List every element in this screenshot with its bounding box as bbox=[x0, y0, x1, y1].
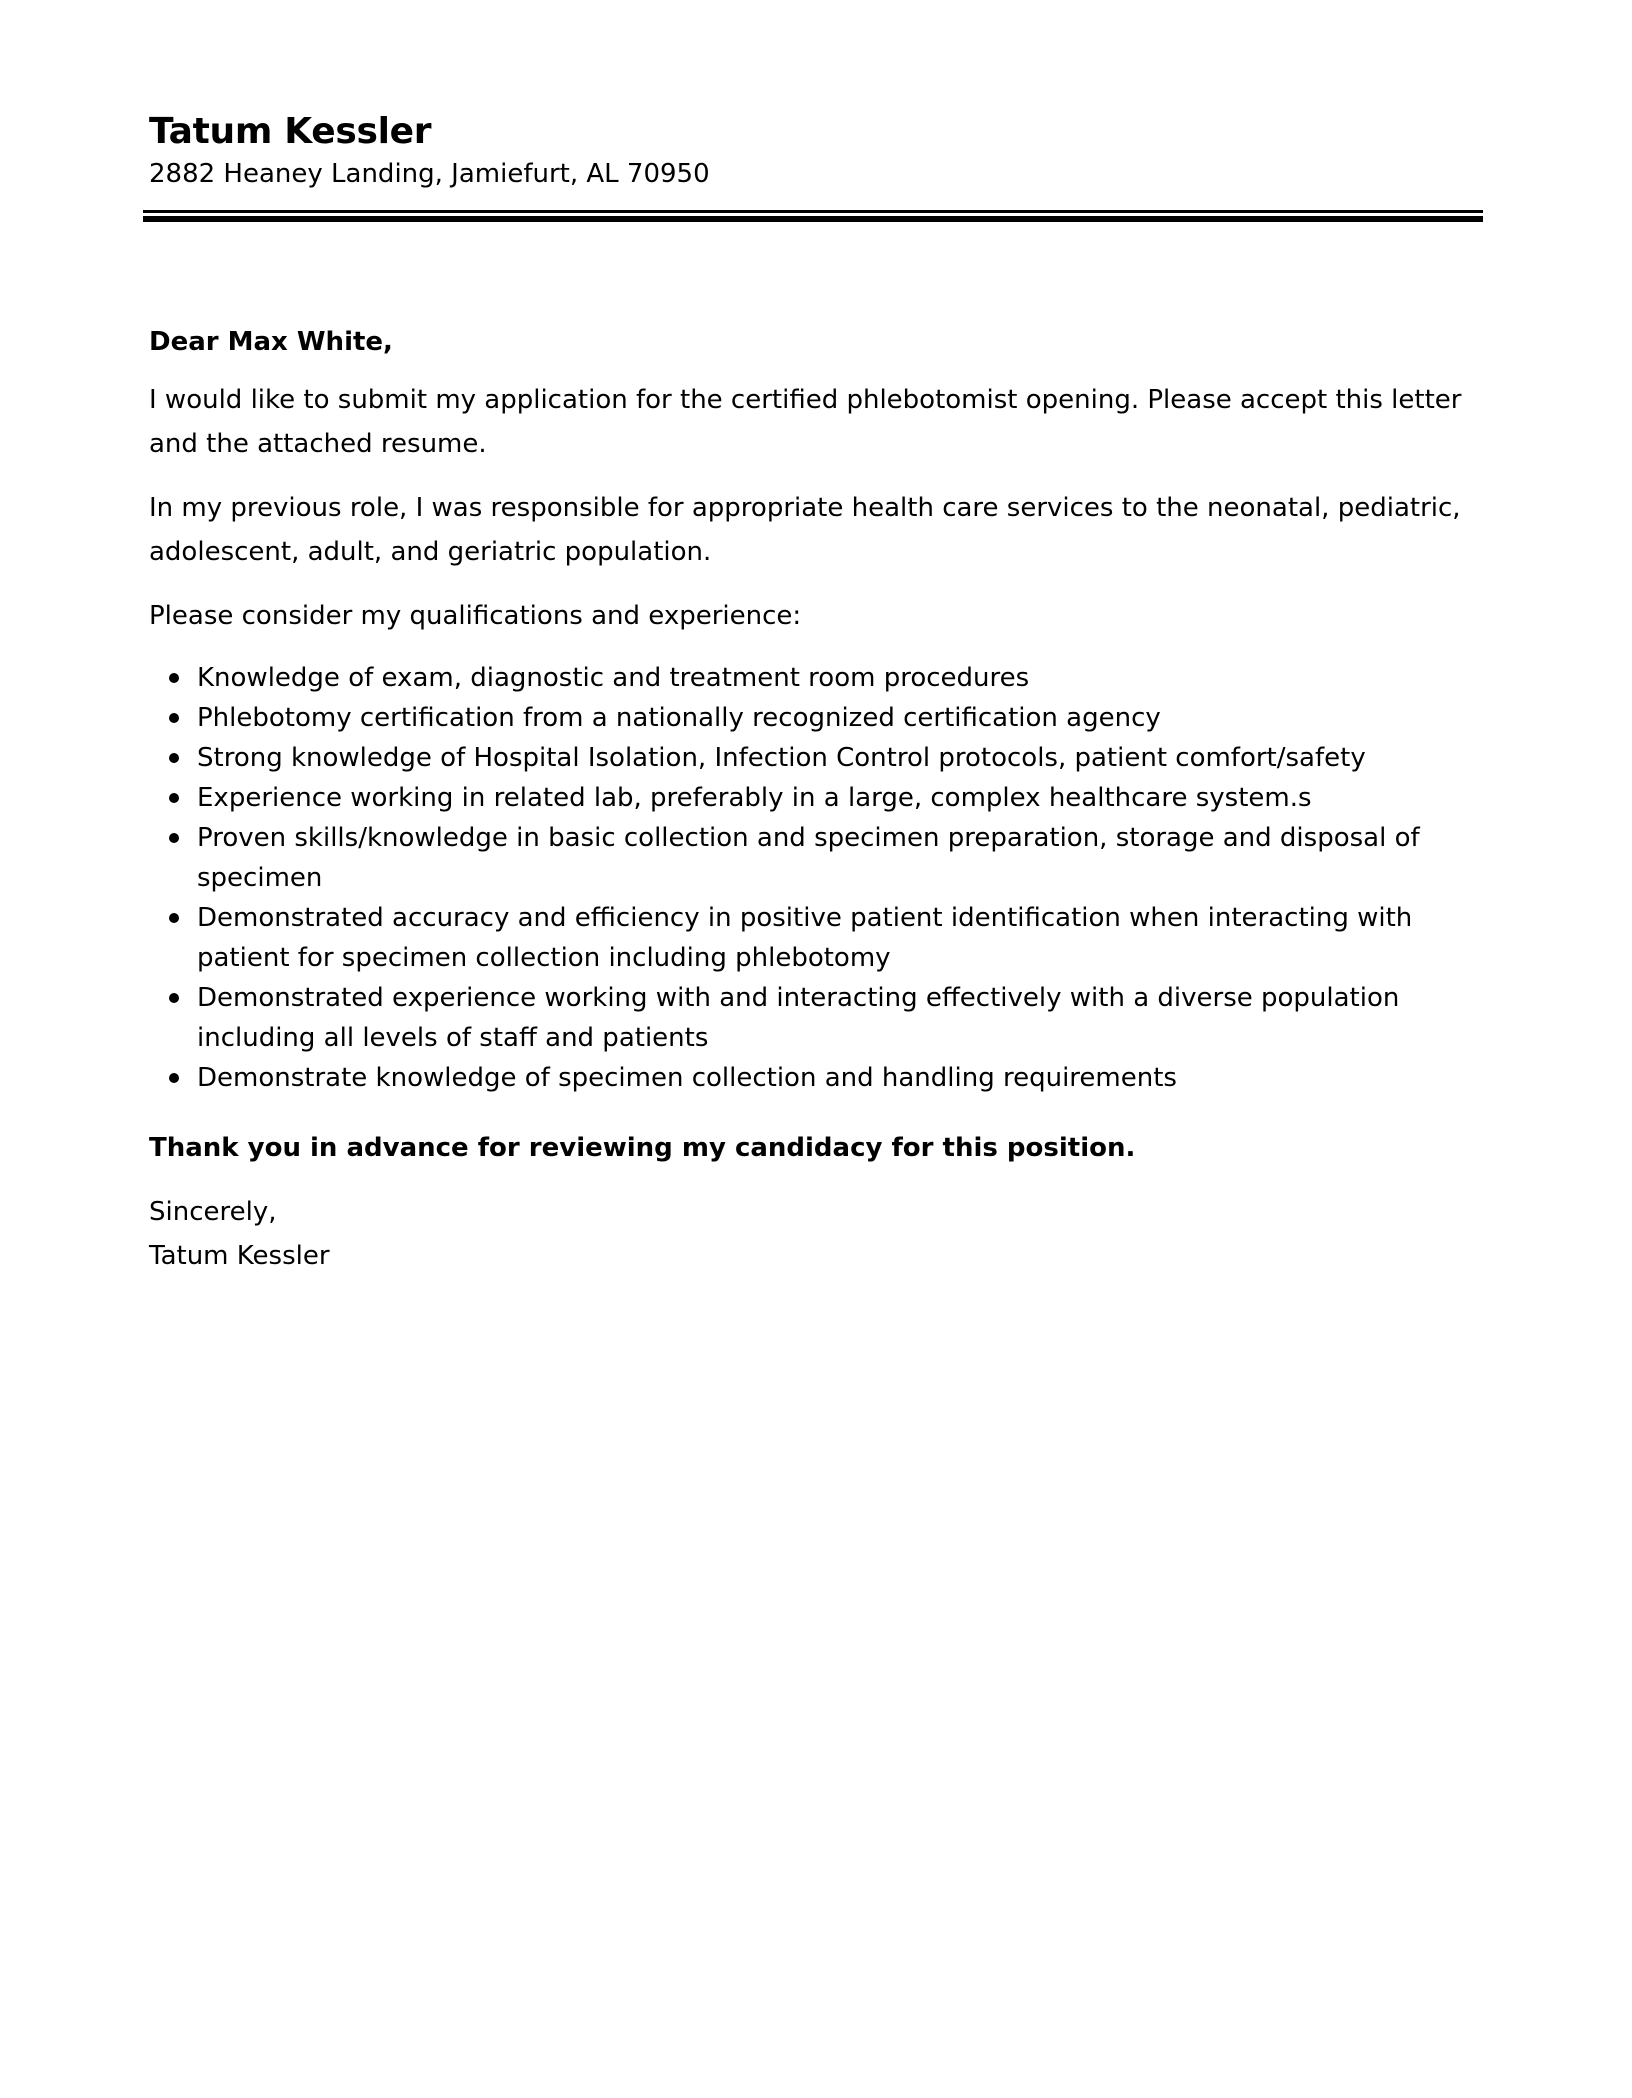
list-item-text: Demonstrated experience working with and interacting effectively with a diverse population including all levels of staff and patients bbox=[197, 983, 1400, 1053]
header-divider bbox=[143, 210, 1483, 222]
list-item bbox=[149, 1058, 1489, 1098]
list-item bbox=[149, 978, 1489, 1058]
salutation: Dear Max White, bbox=[149, 327, 393, 357]
list-item bbox=[149, 698, 1489, 738]
qualifications-list bbox=[149, 658, 1489, 1098]
paragraph-previous-role: In my previous role, I was responsible for appropriate health care services to the neonatal, pediatric, adolescent, adult, and geriatric population. bbox=[149, 493, 1461, 567]
paragraph-qualifications-lead: Please consider my qualifications and experience: bbox=[149, 601, 802, 631]
bullet-icon bbox=[169, 713, 179, 723]
list-item-text: Knowledge of exam, diagnostic and treatment room procedures bbox=[197, 663, 1030, 693]
list-item bbox=[149, 818, 1489, 898]
sender-address: 2882 Heaney Landing, Jamiefurt, AL 70950 bbox=[149, 159, 710, 189]
sender-name: Tatum Kessler bbox=[149, 111, 432, 152]
list-item-text: Demonstrated accuracy and efficiency in positive patient identification when interacting with patient for specimen collection including phlebotomy bbox=[197, 903, 1413, 973]
bullet-icon bbox=[169, 1073, 179, 1083]
closing-line: Thank you in advance for reviewing my candidacy for this position. bbox=[149, 1133, 1136, 1163]
letter-header bbox=[149, 108, 1489, 192]
bullet-icon bbox=[169, 793, 179, 803]
divider-thick-line bbox=[143, 216, 1483, 222]
list-item-text: Demonstrate knowledge of specimen collection and handling requirements bbox=[197, 1063, 1177, 1093]
list-item-text: Proven skills/knowledge in basic collection and specimen preparation, storage and disposal of specimen bbox=[197, 823, 1420, 893]
bullet-icon bbox=[169, 993, 179, 1003]
list-item-text: Experience working in related lab, preferably in a large, complex healthcare system.s bbox=[197, 783, 1312, 813]
letter-body bbox=[149, 322, 1489, 1278]
signoff: Sincerely, bbox=[149, 1197, 277, 1227]
list-item bbox=[149, 778, 1489, 818]
paragraph-intro: I would like to submit my application for the certified phlebotomist opening. Please accept this letter and the attached resume. bbox=[149, 385, 1462, 459]
list-item-text: Strong knowledge of Hospital Isolation, Infection Control protocols, patient comfort/safety bbox=[197, 743, 1366, 773]
signature-name: Tatum Kessler bbox=[149, 1241, 330, 1271]
bullet-icon bbox=[169, 833, 179, 843]
list-item-text: Phlebotomy certification from a nationally recognized certification agency bbox=[197, 703, 1161, 733]
bullet-icon bbox=[169, 753, 179, 763]
list-item bbox=[149, 898, 1489, 978]
list-item bbox=[149, 658, 1489, 698]
bullet-icon bbox=[169, 913, 179, 923]
list-item bbox=[149, 738, 1489, 778]
bullet-icon bbox=[169, 673, 179, 683]
